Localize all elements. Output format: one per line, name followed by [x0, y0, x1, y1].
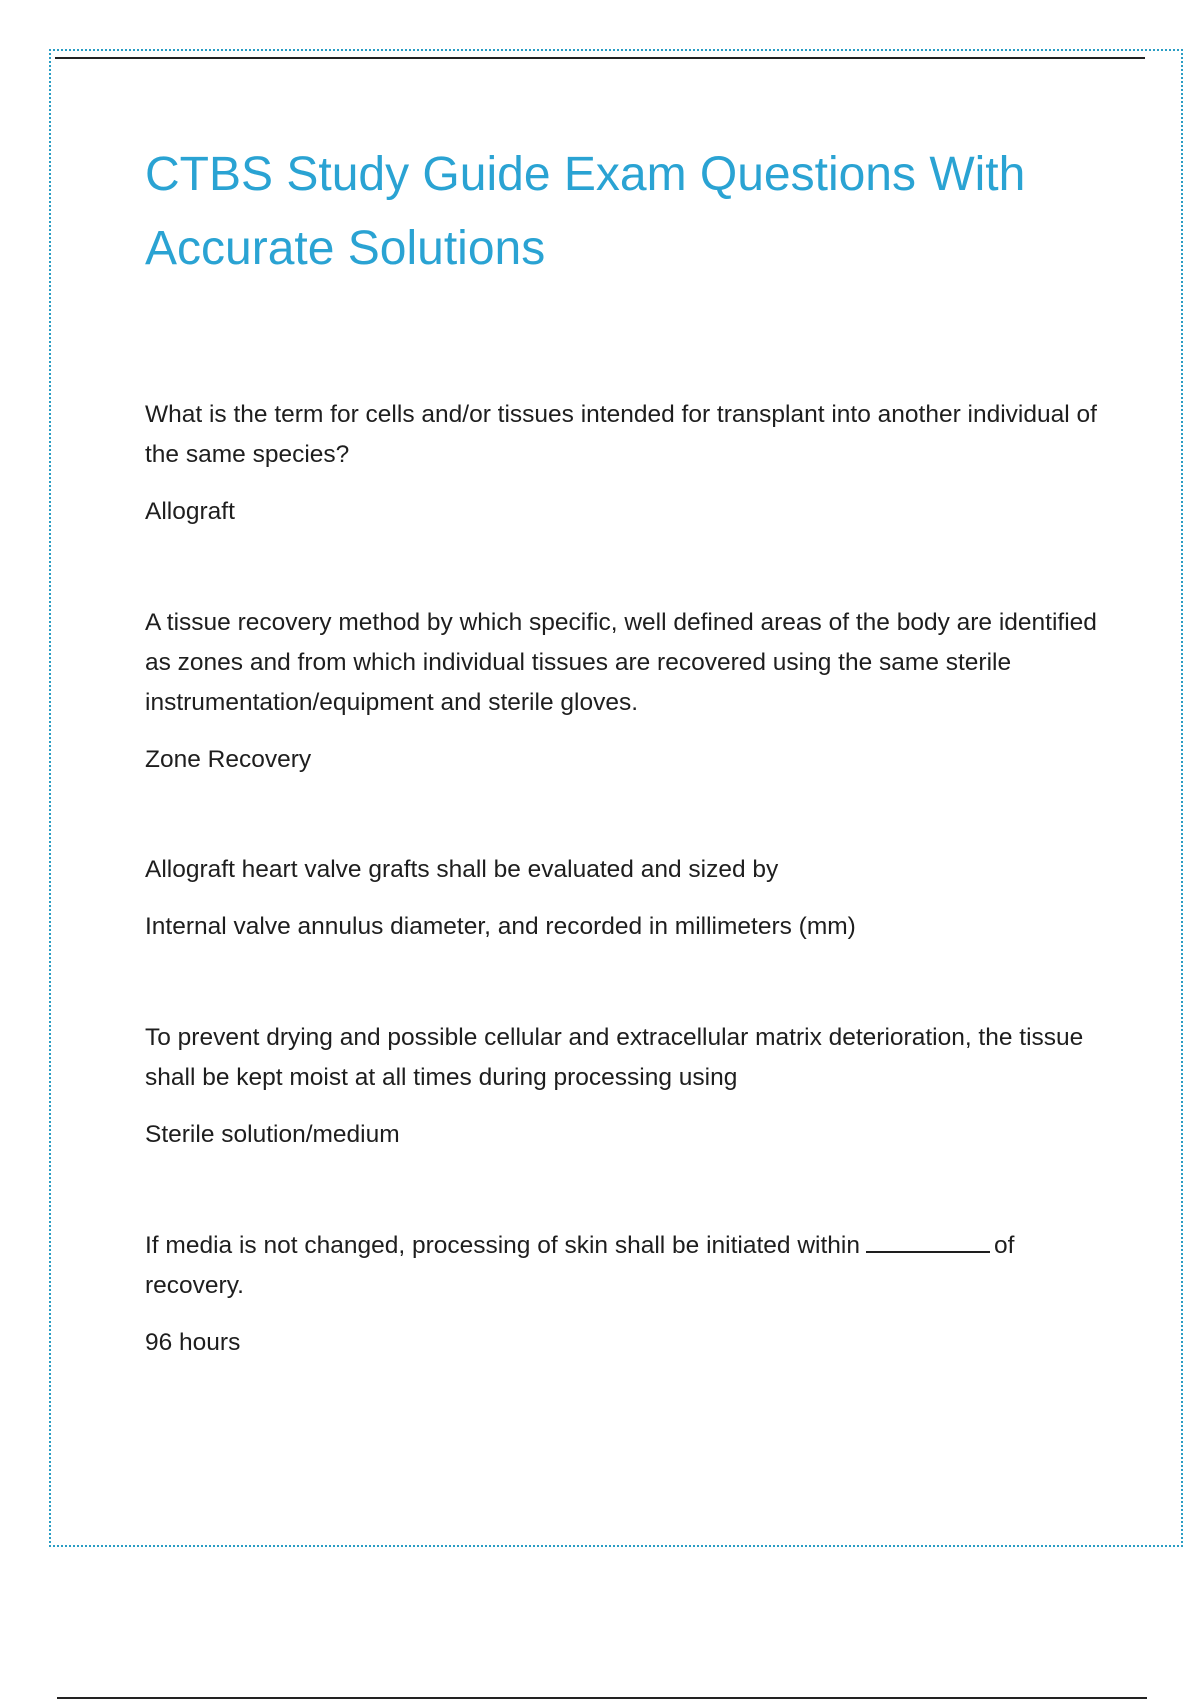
question-5-text-after: of recovery.	[145, 1232, 1015, 1299]
answer-1: Allograft	[145, 498, 235, 525]
question-1: What is the term for cells and/or tissues intended for transplant into another individual of the same species?	[145, 401, 1097, 468]
question-5	[145, 1226, 1105, 1306]
answer-2: Zone Recovery	[145, 746, 312, 773]
qa-item-4	[145, 1018, 1105, 1155]
header-rule	[55, 57, 1145, 59]
qa-item-3	[145, 850, 1105, 947]
question-4: To prevent drying and possible cellular and extracellular matrix deterioration, the tissue shall be kept moist at all times during processing using	[145, 1024, 1084, 1091]
qa-item-1	[145, 395, 1105, 532]
question-3: Allograft heart valve grafts shall be evaluated and sized by	[145, 856, 779, 883]
answer-5: 96 hours	[145, 1329, 241, 1356]
answer-4: Sterile solution/medium	[145, 1121, 400, 1148]
footer-rule	[57, 1697, 1147, 1699]
answer-3: Internal valve annulus diameter, and recorded in millimeters (mm)	[145, 913, 856, 940]
document-title: CTBS Study Guide Exam Questions With Accurate Solutions	[145, 148, 1026, 275]
question-2: A tissue recovery method by which specific, well defined areas of the body are identified as zones and from which individual tissues are recovered using the same sterile instrumentation/equipment and sterile gloves.	[145, 609, 1097, 716]
qa-item-2	[145, 603, 1105, 780]
qa-item-5	[145, 1226, 1105, 1363]
fill-in-blank	[866, 1227, 990, 1253]
question-5-text-before: If media is not changed, processing of skin shall be initiated within	[145, 1232, 860, 1259]
